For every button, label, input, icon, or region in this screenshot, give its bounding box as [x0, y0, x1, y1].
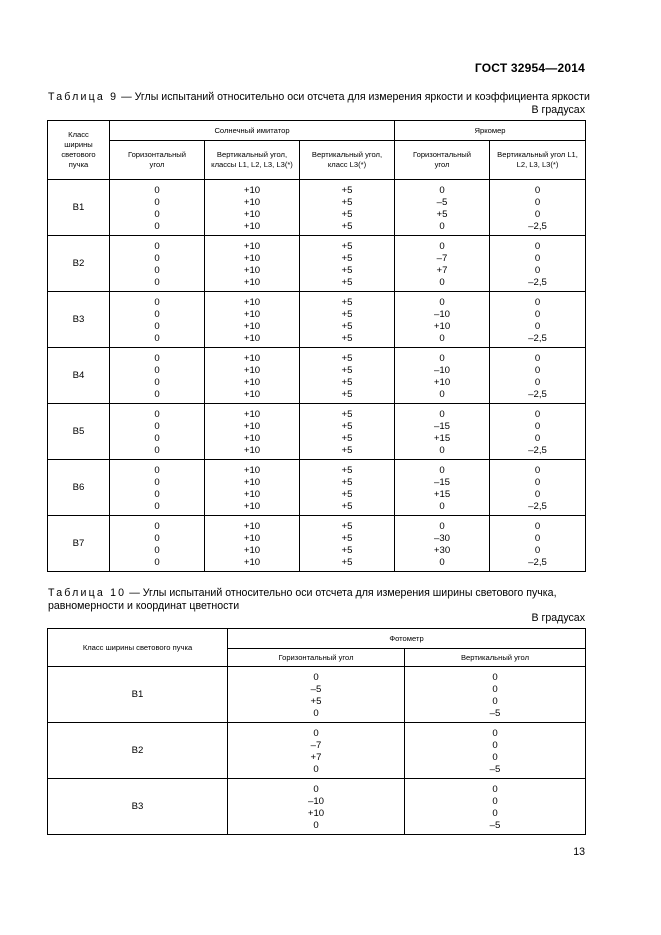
- meter-vertical-cell: [490, 236, 586, 292]
- cell-value: +5: [341, 464, 353, 476]
- cell-value: 0: [154, 500, 160, 512]
- cell-value: 0: [534, 420, 541, 432]
- cell-value: 0: [154, 240, 160, 252]
- cell-value: 0: [439, 276, 445, 288]
- cell-value: 0: [534, 196, 541, 208]
- photometer-vertical-cell: [405, 723, 586, 779]
- table9-body: [48, 180, 586, 572]
- cell-value: +10: [433, 376, 451, 388]
- cell-value: +5: [341, 296, 353, 308]
- cell-value: 0: [154, 408, 160, 420]
- cell-value: 0: [534, 308, 541, 320]
- table10-header-vertical: Вертикальный угол: [405, 649, 586, 667]
- cell-value: +10: [243, 544, 261, 556]
- cell-value: 0: [439, 184, 445, 196]
- cell-value: 0: [534, 476, 541, 488]
- cell-value: –5: [310, 683, 322, 695]
- cell-value: 0: [313, 727, 319, 739]
- solar-horizontal-cell: [110, 348, 205, 404]
- table9-header-beam-class: Класс ширины светового пучка: [48, 121, 110, 180]
- cell-value: 0: [154, 296, 160, 308]
- cell-value: +10: [433, 320, 451, 332]
- cell-value: +10: [243, 444, 261, 456]
- table9-caption-label: Таблица 9: [48, 91, 119, 103]
- cell-value: +10: [243, 408, 261, 420]
- cell-value: –2,5: [528, 220, 547, 232]
- beam-class-cell: B1: [48, 180, 110, 236]
- cell-value: 0: [154, 488, 160, 500]
- cell-value: –15: [434, 476, 451, 488]
- cell-value: +5: [341, 376, 353, 388]
- table-row: [48, 404, 586, 460]
- cell-value: 0: [439, 388, 445, 400]
- solar-horizontal-cell: [110, 404, 205, 460]
- solar-horizontal-cell: [110, 292, 205, 348]
- solar-vertical-l3-cell: [300, 516, 395, 572]
- table-row: [48, 292, 586, 348]
- cell-value: +5: [341, 488, 353, 500]
- cell-value: 0: [439, 296, 445, 308]
- table9-header-solar-vertical-classes: Вертикальный угол, классы L1, L2, L3, L3(*): [205, 141, 300, 180]
- cell-value: 0: [439, 500, 445, 512]
- cell-value: 0: [534, 364, 541, 376]
- cell-value: 0: [492, 671, 498, 683]
- cell-value: 0: [154, 208, 160, 220]
- solar-vertical-classes-cell: [205, 180, 300, 236]
- cell-value: 0: [439, 444, 445, 456]
- cell-value: –2,5: [528, 332, 547, 344]
- cell-value: +5: [341, 184, 353, 196]
- solar-vertical-classes-cell: [205, 292, 300, 348]
- solar-vertical-l3-cell: [300, 180, 395, 236]
- cell-value: +10: [243, 220, 261, 232]
- table9-caption-text: — Углы испытаний относительно оси отсчета для измерения яркости и коэффициента яркости: [118, 91, 590, 103]
- cell-value: 0: [492, 795, 498, 807]
- cell-value: +5: [341, 240, 353, 252]
- cell-value: –10: [307, 795, 324, 807]
- meter-horizontal-cell: [395, 236, 490, 292]
- cell-value: +5: [341, 320, 353, 332]
- cell-value: 0: [439, 556, 445, 568]
- beam-class-cell: B2: [48, 723, 228, 779]
- cell-value: 0: [154, 376, 160, 388]
- cell-value: 0: [154, 320, 160, 332]
- cell-value: +5: [341, 264, 353, 276]
- cell-value: –2,5: [528, 388, 547, 400]
- meter-vertical-cell: [490, 404, 586, 460]
- table9: [47, 120, 586, 572]
- cell-value: +7: [436, 264, 448, 276]
- table9-header-meter-vertical: Вертикальный угол L1, L2, L3, L3(*): [490, 141, 586, 180]
- cell-value: 0: [154, 444, 160, 456]
- cell-value: 0: [439, 352, 445, 364]
- cell-value: 0: [154, 432, 160, 444]
- table9-header-solar-vertical-class-l3: Вертикальный угол, класс L3(*): [300, 141, 395, 180]
- cell-value: +10: [243, 364, 261, 376]
- cell-value: +15: [433, 432, 451, 444]
- cell-value: +10: [243, 420, 261, 432]
- cell-value: +5: [341, 532, 353, 544]
- cell-value: +5: [341, 544, 353, 556]
- table9-header-solar-simulator: Солнечный имитатор: [110, 121, 395, 141]
- meter-horizontal-cell: [395, 404, 490, 460]
- table9-units: В градусах: [531, 104, 585, 116]
- table-row: [48, 516, 586, 572]
- cell-value: 0: [313, 763, 319, 775]
- meter-horizontal-cell: [395, 348, 490, 404]
- cell-value: +5: [341, 196, 353, 208]
- cell-value: 0: [534, 464, 541, 476]
- meter-horizontal-cell: [395, 516, 490, 572]
- cell-value: 0: [313, 707, 319, 719]
- table-row: [48, 180, 586, 236]
- cell-value: +10: [243, 276, 261, 288]
- cell-value: +10: [243, 476, 261, 488]
- cell-value: +5: [341, 556, 353, 568]
- cell-value: +10: [243, 240, 261, 252]
- cell-value: 0: [154, 220, 160, 232]
- table10: [47, 628, 586, 835]
- cell-value: +5: [341, 500, 353, 512]
- cell-value: 0: [154, 332, 160, 344]
- cell-value: 0: [154, 476, 160, 488]
- cell-value: +5: [341, 252, 353, 264]
- cell-value: –5: [489, 707, 501, 719]
- cell-value: +30: [433, 544, 451, 556]
- cell-value: +10: [243, 264, 261, 276]
- cell-value: 0: [439, 220, 445, 232]
- cell-value: 0: [492, 727, 498, 739]
- cell-value: –10: [434, 308, 451, 320]
- meter-vertical-cell: [490, 348, 586, 404]
- meter-horizontal-cell: [395, 292, 490, 348]
- cell-value: 0: [154, 556, 160, 568]
- cell-value: 0: [439, 332, 445, 344]
- meter-vertical-cell: [490, 516, 586, 572]
- table-row: [48, 460, 586, 516]
- cell-value: +10: [243, 352, 261, 364]
- cell-value: –15: [434, 420, 451, 432]
- cell-value: 0: [154, 264, 160, 276]
- solar-horizontal-cell: [110, 236, 205, 292]
- table10-caption-label: Таблица 10: [48, 587, 127, 599]
- cell-value: 0: [534, 488, 541, 500]
- cell-value: +10: [243, 184, 261, 196]
- solar-vertical-l3-cell: [300, 292, 395, 348]
- table-row: [48, 723, 586, 779]
- cell-value: 0: [154, 532, 160, 544]
- solar-vertical-l3-cell: [300, 404, 395, 460]
- cell-value: 0: [439, 240, 445, 252]
- beam-class-cell: B1: [48, 667, 228, 723]
- cell-value: 0: [154, 276, 160, 288]
- solar-horizontal-cell: [110, 180, 205, 236]
- cell-value: –2,5: [528, 500, 547, 512]
- cell-value: –2,5: [528, 444, 547, 456]
- beam-class-cell: B3: [48, 779, 228, 835]
- cell-value: –5: [436, 196, 448, 208]
- cell-value: +5: [341, 352, 353, 364]
- cell-value: 0: [154, 388, 160, 400]
- cell-value: +5: [341, 220, 353, 232]
- solar-vertical-classes-cell: [205, 460, 300, 516]
- cell-value: 0: [534, 252, 541, 264]
- cell-value: +10: [243, 252, 261, 264]
- cell-value: 0: [534, 240, 541, 252]
- cell-value: 0: [492, 695, 498, 707]
- table10-units: В градусах: [531, 612, 585, 624]
- cell-value: 0: [154, 464, 160, 476]
- cell-value: 0: [534, 352, 541, 364]
- cell-value: +10: [243, 520, 261, 532]
- cell-value: 0: [534, 296, 541, 308]
- solar-horizontal-cell: [110, 460, 205, 516]
- cell-value: +5: [341, 476, 353, 488]
- cell-value: 0: [534, 376, 541, 388]
- cell-value: +5: [341, 444, 353, 456]
- photometer-vertical-cell: [405, 779, 586, 835]
- cell-value: 0: [313, 819, 319, 831]
- cell-value: +10: [243, 320, 261, 332]
- cell-value: +10: [243, 464, 261, 476]
- cell-value: 0: [534, 544, 541, 556]
- cell-value: –7: [310, 739, 322, 751]
- meter-horizontal-cell: [395, 180, 490, 236]
- cell-value: +10: [243, 500, 261, 512]
- cell-value: 0: [492, 683, 498, 695]
- cell-value: –30: [434, 532, 451, 544]
- beam-class-cell: B2: [48, 236, 110, 292]
- standard-designation: ГОСТ 32954—2014: [474, 61, 585, 75]
- cell-value: +5: [341, 420, 353, 432]
- photometer-horizontal-cell: [228, 779, 405, 835]
- cell-value: 0: [439, 520, 445, 532]
- cell-value: 0: [534, 184, 541, 196]
- table9-header-luminance-meter: Яркомер: [395, 121, 586, 141]
- cell-value: +10: [243, 208, 261, 220]
- table-row: [48, 779, 586, 835]
- cell-value: –5: [489, 763, 501, 775]
- cell-value: +7: [310, 751, 322, 763]
- photometer-vertical-cell: [405, 667, 586, 723]
- cell-value: +5: [341, 408, 353, 420]
- cell-value: +10: [243, 308, 261, 320]
- table-row: [48, 667, 586, 723]
- cell-value: +10: [243, 296, 261, 308]
- page-number: 13: [573, 846, 585, 858]
- cell-value: 0: [534, 532, 541, 544]
- solar-vertical-l3-cell: [300, 348, 395, 404]
- cell-value: +10: [243, 376, 261, 388]
- cell-value: 0: [492, 751, 498, 763]
- cell-value: +5: [341, 332, 353, 344]
- cell-value: –10: [434, 364, 451, 376]
- cell-value: 0: [313, 783, 319, 795]
- cell-value: +5: [341, 364, 353, 376]
- cell-value: –2,5: [528, 276, 547, 288]
- cell-value: 0: [154, 252, 160, 264]
- photometer-horizontal-cell: [228, 723, 405, 779]
- table10-body: [48, 667, 586, 835]
- beam-class-cell: B6: [48, 460, 110, 516]
- beam-class-cell: B7: [48, 516, 110, 572]
- cell-value: +10: [243, 196, 261, 208]
- cell-value: –2,5: [528, 556, 547, 568]
- cell-value: +10: [243, 432, 261, 444]
- meter-vertical-cell: [490, 292, 586, 348]
- cell-value: 0: [534, 408, 541, 420]
- cell-value: 0: [534, 320, 541, 332]
- solar-vertical-classes-cell: [205, 348, 300, 404]
- cell-value: 0: [492, 783, 498, 795]
- cell-value: +10: [307, 807, 325, 819]
- cell-value: 0: [492, 807, 498, 819]
- cell-value: 0: [534, 520, 541, 532]
- meter-vertical-cell: [490, 180, 586, 236]
- solar-vertical-classes-cell: [205, 516, 300, 572]
- cell-value: –7: [436, 252, 448, 264]
- table10-caption: [48, 587, 588, 613]
- cell-value: +5: [341, 432, 353, 444]
- table10-header-beam-class: Класс ширины светового пучка: [48, 629, 228, 667]
- beam-class-cell: B3: [48, 292, 110, 348]
- cell-value: –5: [489, 819, 501, 831]
- cell-value: +5: [310, 695, 322, 707]
- cell-value: 0: [154, 184, 160, 196]
- table-row: [48, 348, 586, 404]
- cell-value: +5: [341, 276, 353, 288]
- table10-header-horizontal: Горизонтальный угол: [228, 649, 405, 667]
- table-row: [48, 236, 586, 292]
- solar-vertical-classes-cell: [205, 236, 300, 292]
- cell-value: +5: [341, 388, 353, 400]
- solar-vertical-l3-cell: [300, 236, 395, 292]
- cell-value: 0: [439, 464, 445, 476]
- cell-value: 0: [154, 308, 160, 320]
- cell-value: +10: [243, 488, 261, 500]
- cell-value: +5: [341, 308, 353, 320]
- table9-caption: [48, 91, 590, 104]
- cell-value: 0: [154, 364, 160, 376]
- solar-vertical-l3-cell: [300, 460, 395, 516]
- photometer-horizontal-cell: [228, 667, 405, 723]
- cell-value: +10: [243, 388, 261, 400]
- table9-header-solar-horizontal: Горизонтальный угол: [110, 141, 205, 180]
- meter-vertical-cell: [490, 460, 586, 516]
- solar-vertical-classes-cell: [205, 404, 300, 460]
- cell-value: 0: [154, 420, 160, 432]
- cell-value: +10: [243, 556, 261, 568]
- cell-value: +5: [341, 520, 353, 532]
- cell-value: 0: [154, 196, 160, 208]
- cell-value: +5: [436, 208, 448, 220]
- cell-value: 0: [154, 520, 160, 532]
- cell-value: 0: [313, 671, 319, 683]
- solar-horizontal-cell: [110, 516, 205, 572]
- cell-value: +5: [341, 208, 353, 220]
- cell-value: 0: [534, 432, 541, 444]
- cell-value: 0: [154, 544, 160, 556]
- cell-value: +10: [243, 332, 261, 344]
- cell-value: 0: [534, 208, 541, 220]
- table10-header-photometer: Фотометр: [228, 629, 586, 649]
- cell-value: 0: [534, 264, 541, 276]
- beam-class-cell: B5: [48, 404, 110, 460]
- beam-class-cell: B4: [48, 348, 110, 404]
- table10-caption-text: — Углы испытаний относительно оси отсчета для измерения ширины светового пучка, равномерности и координат цветности: [48, 587, 557, 612]
- cell-value: 0: [439, 408, 445, 420]
- cell-value: +10: [243, 532, 261, 544]
- table9-header-meter-horizontal: Горизонтальный угол: [395, 141, 490, 180]
- cell-value: +15: [433, 488, 451, 500]
- cell-value: 0: [154, 352, 160, 364]
- meter-horizontal-cell: [395, 460, 490, 516]
- cell-value: 0: [492, 739, 498, 751]
